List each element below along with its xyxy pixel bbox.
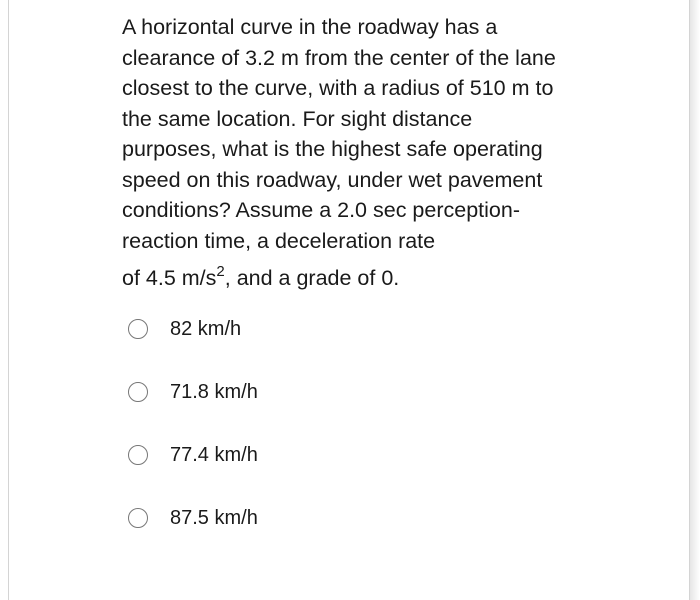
- question-line-text: , and a grade of 0.: [224, 266, 400, 290]
- left-border: [8, 0, 9, 600]
- exponent-superscript: 2: [216, 263, 225, 280]
- question-line: purposes, what is the highest safe operating: [122, 137, 543, 161]
- answer-label[interactable]: 71.8 km/h: [170, 380, 258, 403]
- radio-button-icon[interactable]: [128, 382, 148, 402]
- question-line: conditions? Assume a 2.0 sec perception-: [122, 198, 520, 222]
- answer-option[interactable]: [128, 314, 258, 344]
- radio-button-icon[interactable]: [128, 445, 148, 465]
- radio-button-icon[interactable]: [128, 508, 148, 528]
- question-line: reaction time, a deceleration rate: [122, 228, 436, 253]
- answer-option[interactable]: [128, 440, 258, 470]
- answer-option[interactable]: [128, 503, 258, 533]
- answer-options: [128, 314, 258, 566]
- right-edge-shadow: [690, 0, 700, 600]
- question-line-last: [122, 263, 642, 293]
- question-line: A horizontal curve in the roadway has a: [122, 15, 498, 39]
- question-line: clearance of 3.2 m from the center of the lane: [122, 45, 556, 70]
- question-line: speed on this roadway, under wet pavement: [122, 167, 543, 192]
- question-line-text: of 4.5 m/s: [122, 266, 217, 290]
- answer-option[interactable]: [128, 377, 258, 407]
- answer-label[interactable]: 77.4 km/h: [170, 443, 258, 466]
- question-line: the same location. For sight distance: [122, 106, 473, 131]
- answer-label[interactable]: 82 km/h: [170, 317, 242, 340]
- question-line: closest to the curve, with a radius of 510 m to: [122, 76, 554, 100]
- radio-button-icon[interactable]: [128, 319, 148, 339]
- question-text: [122, 12, 642, 293]
- answer-label[interactable]: 87.5 km/h: [170, 506, 258, 529]
